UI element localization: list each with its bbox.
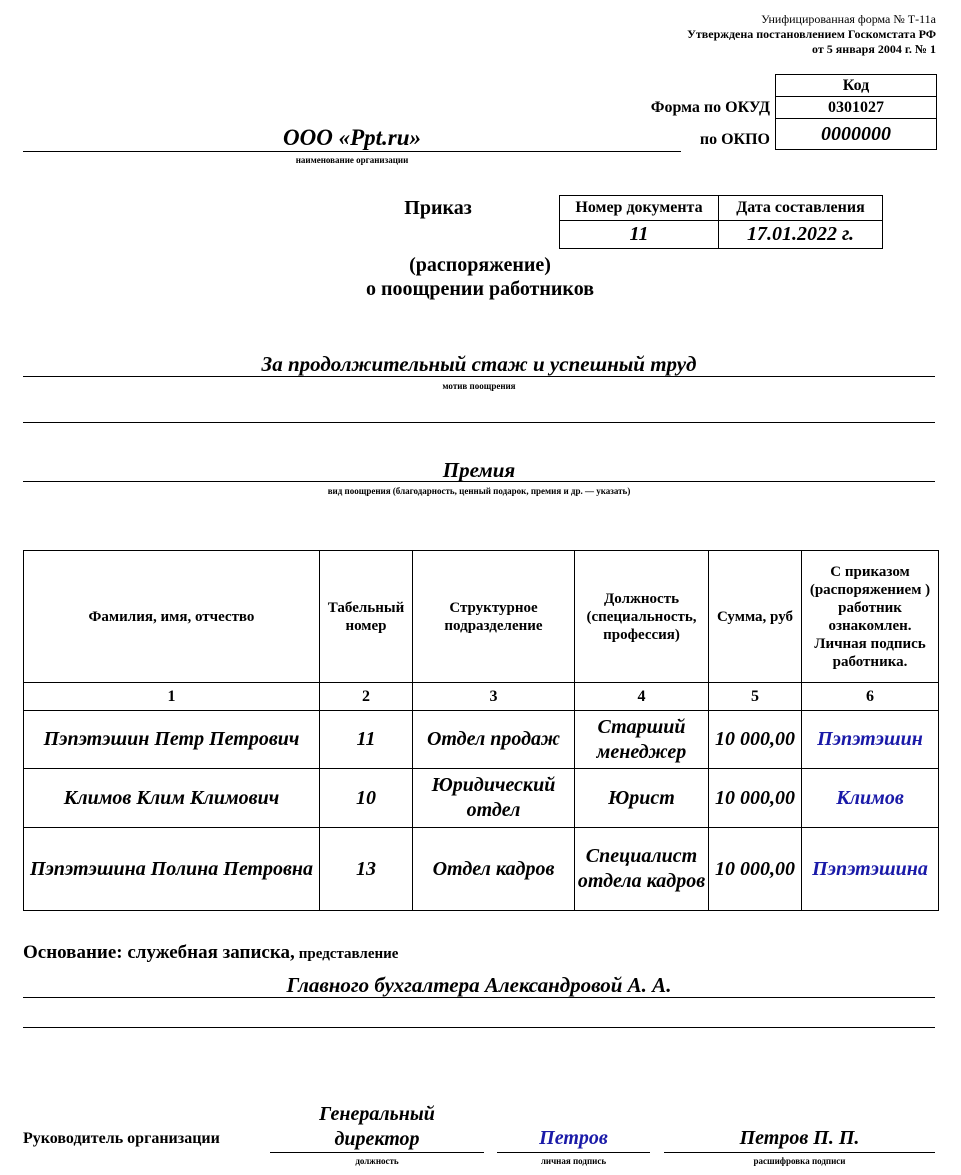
decode-caption: расшифровка подписи	[753, 1156, 846, 1166]
basis-label-small: представление	[298, 946, 399, 962]
signature-underline	[497, 1152, 650, 1153]
form-header	[687, 12, 936, 57]
head-position	[270, 1102, 484, 1152]
position-underline	[270, 1152, 484, 1153]
cell-fio: Пэпэтэшин Петр Петрович	[24, 711, 320, 769]
doc-number-value: 11	[560, 221, 719, 249]
table-header-row	[24, 551, 939, 683]
form-line-3: от 5 января 2004 г. № 1	[812, 42, 936, 56]
table-row	[24, 769, 939, 828]
okpo-label: по ОКПО	[699, 131, 770, 148]
cell-department: Отдел кадров	[413, 828, 575, 911]
doc-number-header: Номер документа	[560, 196, 719, 221]
doc-date-header: Дата составления	[719, 196, 883, 221]
head-signature: Петров	[539, 1127, 608, 1149]
okud-value: 0301027	[776, 97, 937, 119]
motive-caption: мотив поощрения	[442, 381, 516, 391]
employees-table	[23, 550, 939, 911]
basis-value: Главного бухгалтера Александровой А. А.	[286, 973, 672, 997]
code-header: Код	[776, 75, 937, 97]
col-number: 2	[320, 683, 413, 711]
col-number: 1	[24, 683, 320, 711]
motive-value: За продолжительный стаж и успешный труд	[261, 352, 697, 376]
basis-label: Основание: служебная записка,	[23, 942, 295, 963]
organization-underline	[23, 151, 681, 152]
doc-subtitle-2: о поощрении работников	[365, 278, 594, 300]
cell-department: Юридический отдел	[413, 769, 575, 828]
cell-tab-number: 13	[320, 828, 413, 911]
header-position: Должность (специальность, профессия)	[575, 551, 709, 683]
cell-fio: Климов Клим Климович	[24, 769, 320, 828]
position-caption: должность	[355, 1156, 399, 1166]
cell-sum: 10 000,00	[709, 828, 802, 911]
cell-signature: Климов	[802, 769, 939, 828]
doc-number-table	[559, 195, 883, 249]
table-row	[24, 828, 939, 911]
organization-caption: наименование организации	[295, 155, 409, 165]
okud-label: Форма по ОКУД	[650, 99, 770, 116]
cell-position: Юрист	[575, 769, 709, 828]
decode-underline	[664, 1152, 935, 1153]
reward-underline	[23, 481, 935, 482]
cell-position: Специалист отдела кадров	[575, 828, 709, 911]
cell-tab-number: 11	[320, 711, 413, 769]
reward-caption: вид поощрения (благодарность, ценный подарок, премия и др. — указать)	[327, 486, 631, 496]
head-position-line-1: Генеральный	[319, 1103, 435, 1125]
table-row	[24, 711, 939, 769]
signature-caption: личная подпись	[540, 1156, 607, 1166]
motive-extra-line	[23, 422, 935, 423]
header-sum: Сумма, руб	[709, 551, 802, 683]
col-number: 5	[709, 683, 802, 711]
head-decode: Петров П. П.	[739, 1127, 860, 1149]
form-line-2: Утверждена постановлением Госкомстата РФ	[687, 27, 936, 41]
table-number-row	[24, 683, 939, 711]
cell-sum: 10 000,00	[709, 769, 802, 828]
head-label: Руководитель организации	[23, 1130, 220, 1147]
cell-position: Старший менеджер	[575, 711, 709, 769]
doc-subtitle-1: (распоряжение)	[409, 254, 551, 276]
cell-tab-number: 10	[320, 769, 413, 828]
okpo-value: 0000000	[776, 119, 937, 150]
doc-title: Приказ	[404, 197, 472, 219]
col-number: 3	[413, 683, 575, 711]
cell-sum: 10 000,00	[709, 711, 802, 769]
cell-department: Отдел продаж	[413, 711, 575, 769]
organization-name: ООО «Ppt.ru»	[282, 125, 421, 150]
basis-extra-line	[23, 1027, 935, 1028]
reward-value: Премия	[442, 458, 516, 482]
header-department: Структурное подразделение	[413, 551, 575, 683]
header-acknowledgement: С приказом (распоряжением ) работник ознакомлен. Личная подпись работника.	[802, 551, 939, 683]
form-line-1: Унифицированная форма № Т-11а	[761, 12, 936, 26]
cell-signature: Пэпэтэшин	[802, 711, 939, 769]
doc-date-value: 17.01.2022 г.	[719, 221, 883, 249]
cell-signature: Пэпэтэшина	[802, 828, 939, 911]
header-fio: Фамилия, имя, отчество	[24, 551, 320, 683]
basis-line	[23, 942, 935, 964]
basis-underline	[23, 997, 935, 998]
header-tab-number: Табельный номер	[320, 551, 413, 683]
code-box	[775, 74, 937, 150]
col-number: 4	[575, 683, 709, 711]
motive-underline	[23, 376, 935, 377]
cell-fio: Пэпэтэшина Полина Петровна	[24, 828, 320, 911]
head-position-line-2: директор	[334, 1128, 420, 1150]
col-number: 6	[802, 683, 939, 711]
